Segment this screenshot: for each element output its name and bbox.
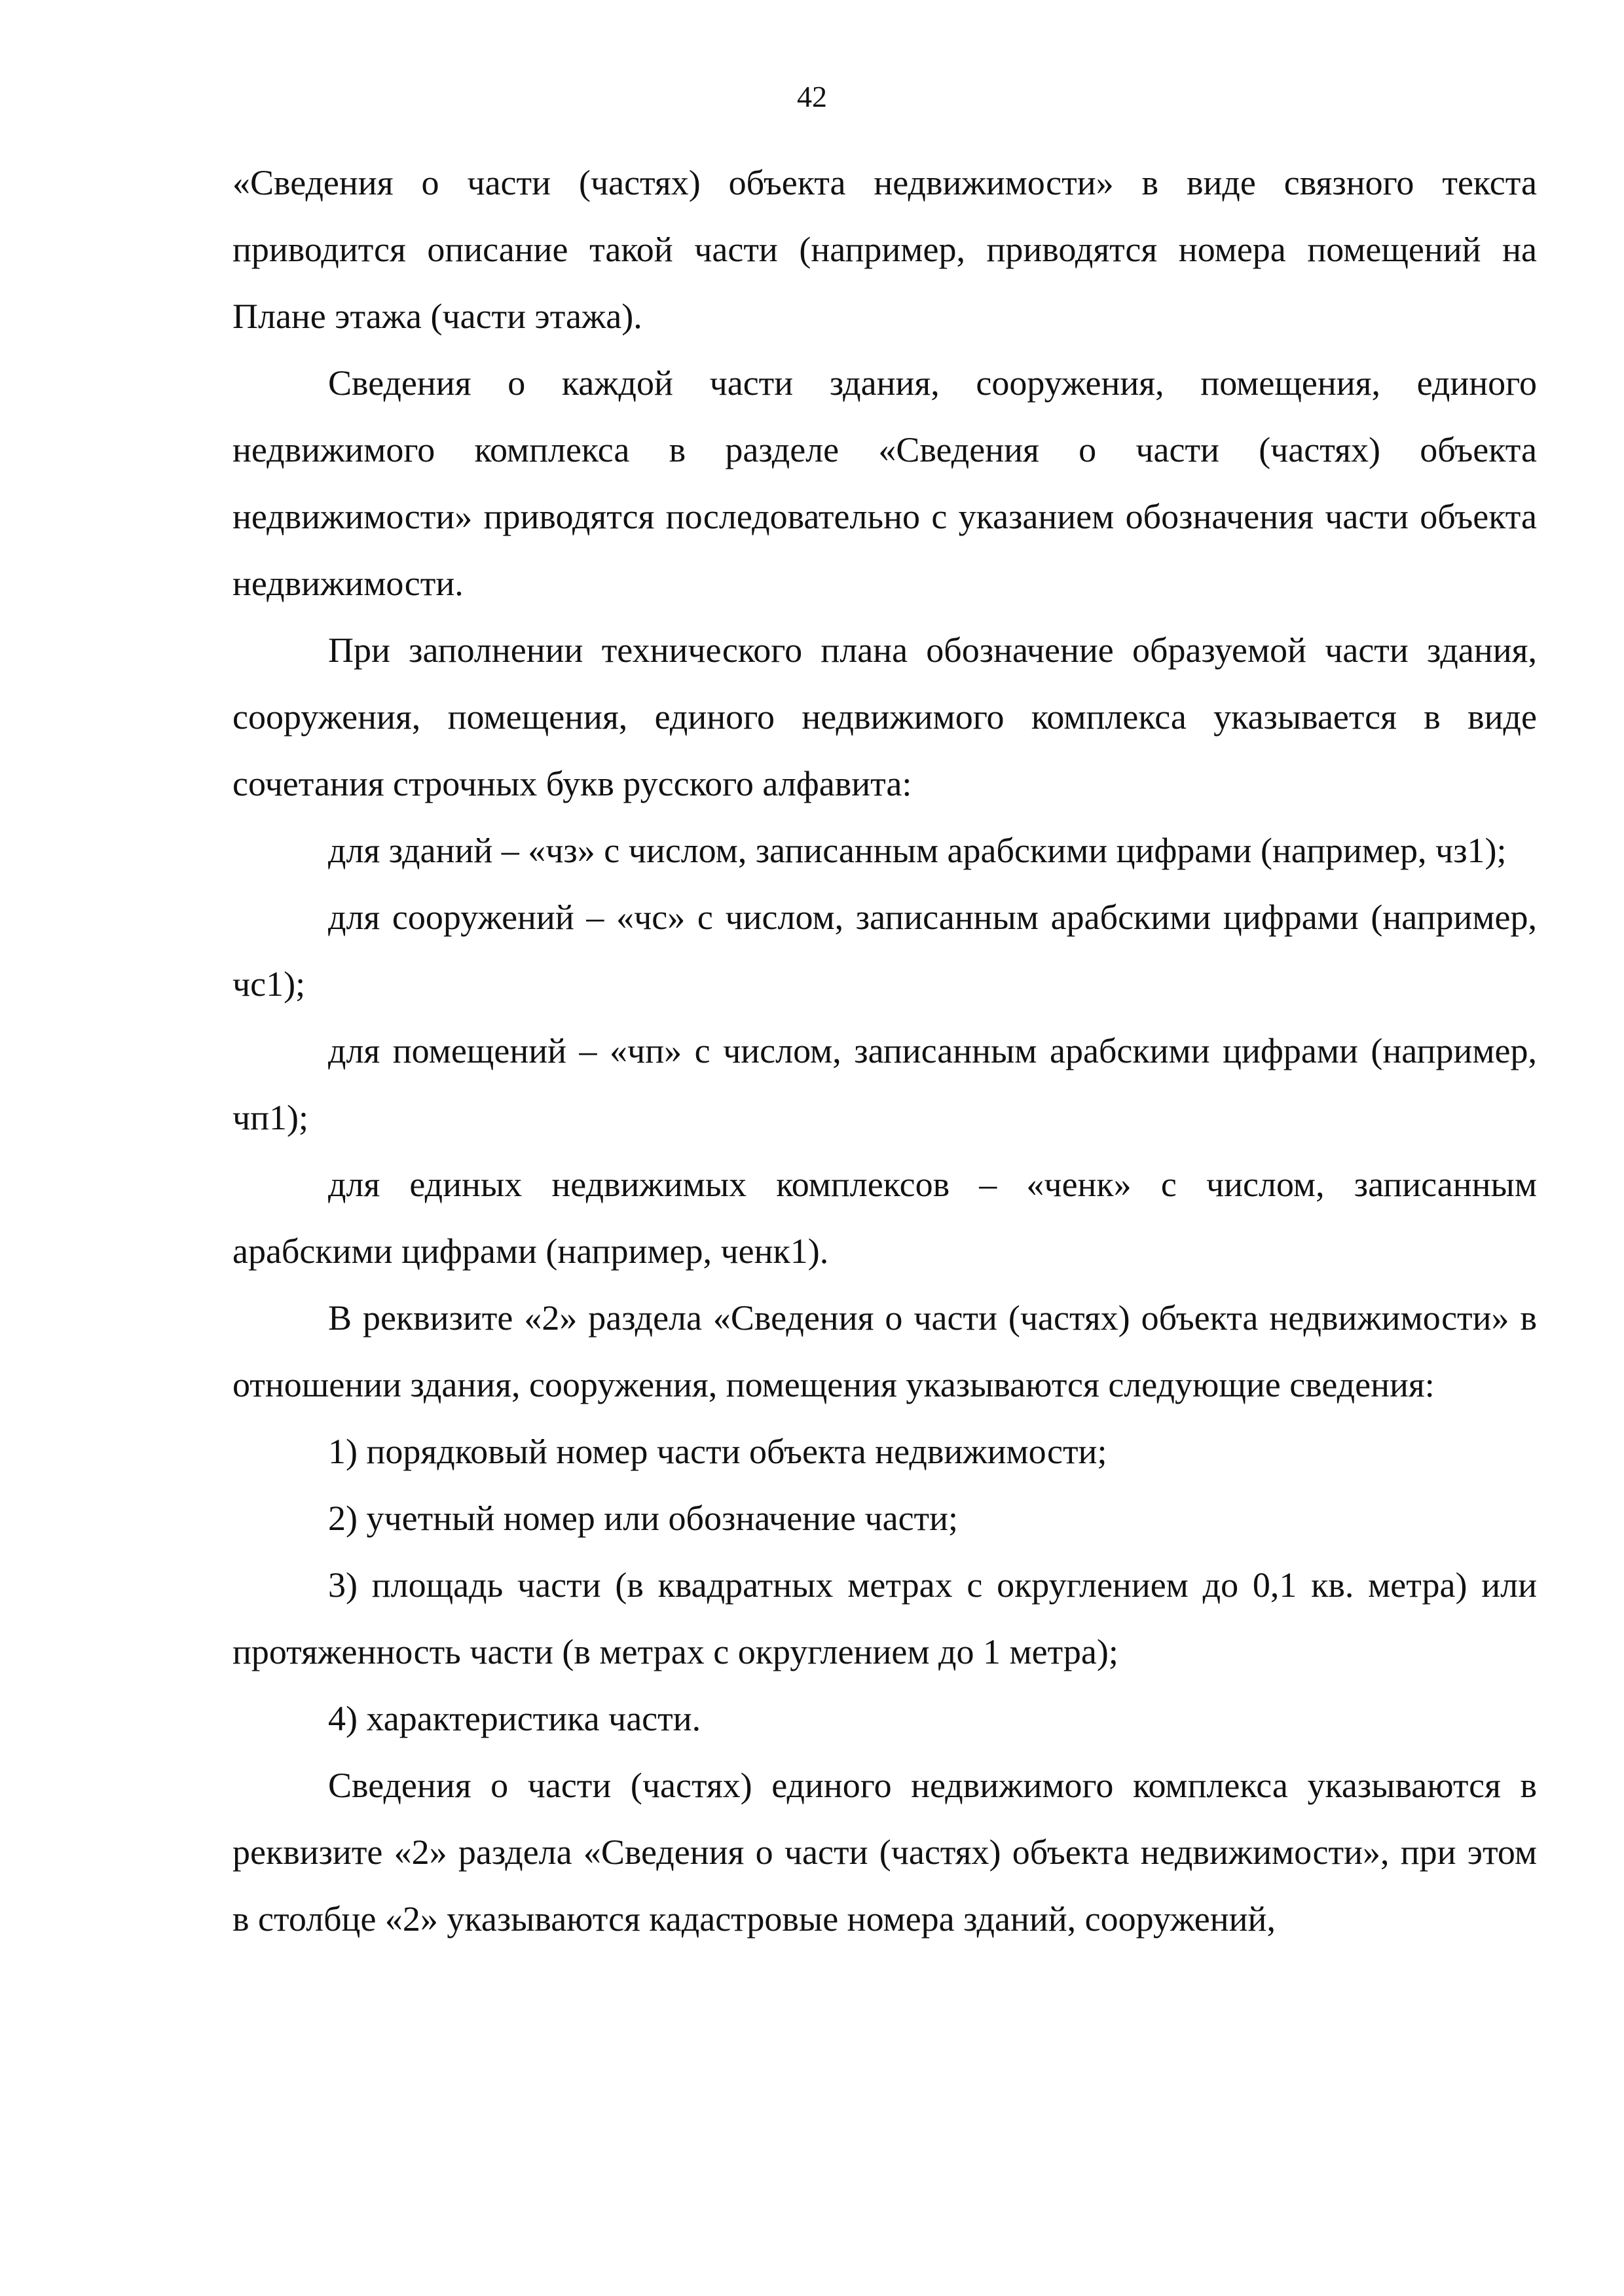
paragraph-designation-rule: При заполнении технического плана обозначение образуемой части здания, сооружения, помещения, единого недвижимого комплекса указывается в виде сочетания строчных букв русского алфавита: <box>232 630 1537 803</box>
list-item-structures: для сооружений – «чс» с числом, записанным арабскими цифрами (например, чс1); <box>232 898 1537 1004</box>
paragraph-complex-parts: Сведения о части (частях) единого недвижимого комплекса указываются в реквизите «2» раздела «Сведения о части (частях) объекта недвижимости», при этом в столбце «2» указываются кадастровые номера зданий, сооружений, <box>232 1766 1537 1939</box>
document-body <box>232 149 1537 1952</box>
list-item-serial-number: 1) порядковый номер части объекта недвижимости; <box>328 1432 1107 1471</box>
list-item-buildings: для зданий – «чз» с числом, записанным арабскими цифрами (например, чз1); <box>328 831 1507 870</box>
list-item-premises: для помещений – «чп» с числом, записанным арабскими цифрами (например, чп1); <box>232 1031 1537 1137</box>
list-item-complexes: для единых недвижимых комплексов – «ченк» с числом, записанным арабскими цифрами (например, ченк1). <box>232 1165 1537 1271</box>
paragraph-parts-description: «Сведения о части (частях) объекта недвижимости» в виде связного текста приводится описание такой части (например, приводятся номера помещений на Плане этажа (части этажа). <box>232 163 1537 336</box>
page-number: 42 <box>797 80 827 113</box>
paragraph-requisite-2: В реквизите «2» раздела «Сведения о части (частях) объекта недвижимости» в отношении здания, сооружения, помещения указываются следующие сведения: <box>232 1298 1537 1404</box>
paragraph-parts-order: Сведения о каждой части здания, сооружения, помещения, единого недвижимого комплекса в разделе «Сведения о части (частях) объекта недвижимости» приводятся последовательно с указанием обозначения части объекта недвижимости. <box>232 363 1537 603</box>
list-item-characteristic: 4) характеристика части. <box>328 1699 701 1738</box>
list-item-area: 3) площадь части (в квадратных метрах с округлением до 0,1 кв. метра) или протяженность части (в метрах с округлением до 1 метра); <box>232 1565 1537 1671</box>
list-item-account-number: 2) учетный номер или обозначение части; <box>328 1499 959 1538</box>
